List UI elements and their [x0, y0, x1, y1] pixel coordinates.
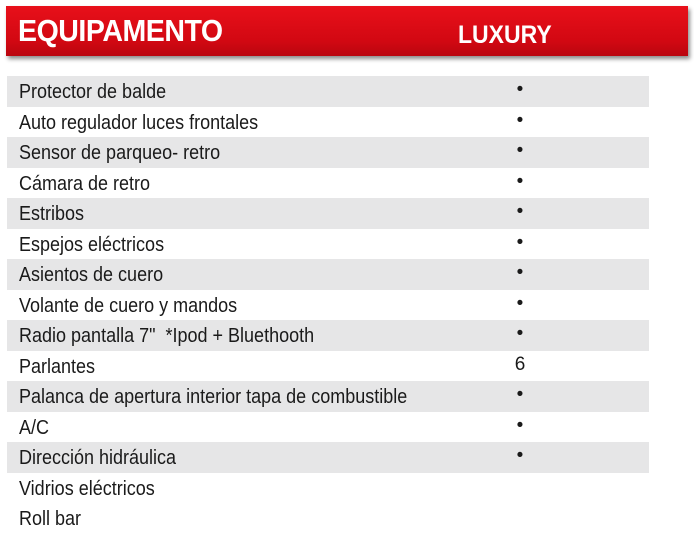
- row-value: •: [516, 384, 524, 405]
- table-row: [7, 381, 649, 412]
- row-value: •: [516, 140, 524, 161]
- row-label: A/C: [19, 416, 50, 439]
- row-label: Sensor de parqueo- retro: [19, 142, 221, 164]
- row-label: Estribos: [19, 203, 85, 225]
- table-row: [7, 320, 649, 351]
- page-title: EQUIPAMENTO: [18, 13, 223, 48]
- row-value: •: [516, 170, 524, 192]
- table-row: [7, 503, 649, 534]
- row-value: •: [516, 414, 524, 436]
- row-value: •: [516, 231, 524, 253]
- table-row: [7, 76, 649, 107]
- equipment-table: [7, 76, 649, 534]
- table-row: [7, 473, 649, 504]
- row-label: Asientos de cuero: [19, 264, 164, 286]
- row-value: •: [516, 262, 524, 283]
- row-label: Cámara de retro: [19, 172, 151, 195]
- trim-column-header: LUXURY: [458, 21, 552, 49]
- table-row: [7, 198, 649, 229]
- row-value: •: [516, 323, 524, 344]
- row-value: •: [516, 292, 524, 314]
- row-value: •: [516, 79, 524, 100]
- row-label: Radio pantalla 7" *Ipod + Bluethooth: [19, 325, 315, 347]
- row-label: Palanca de apertura interior tapa de combustible: [19, 386, 408, 408]
- row-label: Espejos eléctricos: [19, 233, 165, 256]
- row-label: Auto regulador luces frontales: [19, 111, 259, 134]
- row-label: Protector de balde: [19, 81, 167, 103]
- table-row: [7, 137, 649, 168]
- row-label: Vidrios eléctricos: [19, 477, 155, 500]
- row-value: •: [516, 201, 524, 222]
- row-value: 6: [514, 353, 526, 375]
- table-row: [7, 442, 649, 473]
- row-label: Parlantes: [19, 355, 96, 378]
- table-row: [7, 259, 649, 290]
- table-row: [7, 412, 649, 443]
- table-row: [7, 351, 649, 382]
- table-row: [7, 168, 649, 199]
- table-row: [7, 290, 649, 321]
- table-row: [7, 107, 649, 138]
- table-row: [7, 229, 649, 260]
- header-banner: [6, 6, 688, 56]
- row-label: Volante de cuero y mandos: [19, 294, 238, 317]
- row-label: Dirección hidráulica: [19, 447, 177, 469]
- row-value: •: [516, 109, 524, 131]
- row-value: •: [516, 445, 524, 466]
- row-label: Roll bar: [19, 508, 82, 530]
